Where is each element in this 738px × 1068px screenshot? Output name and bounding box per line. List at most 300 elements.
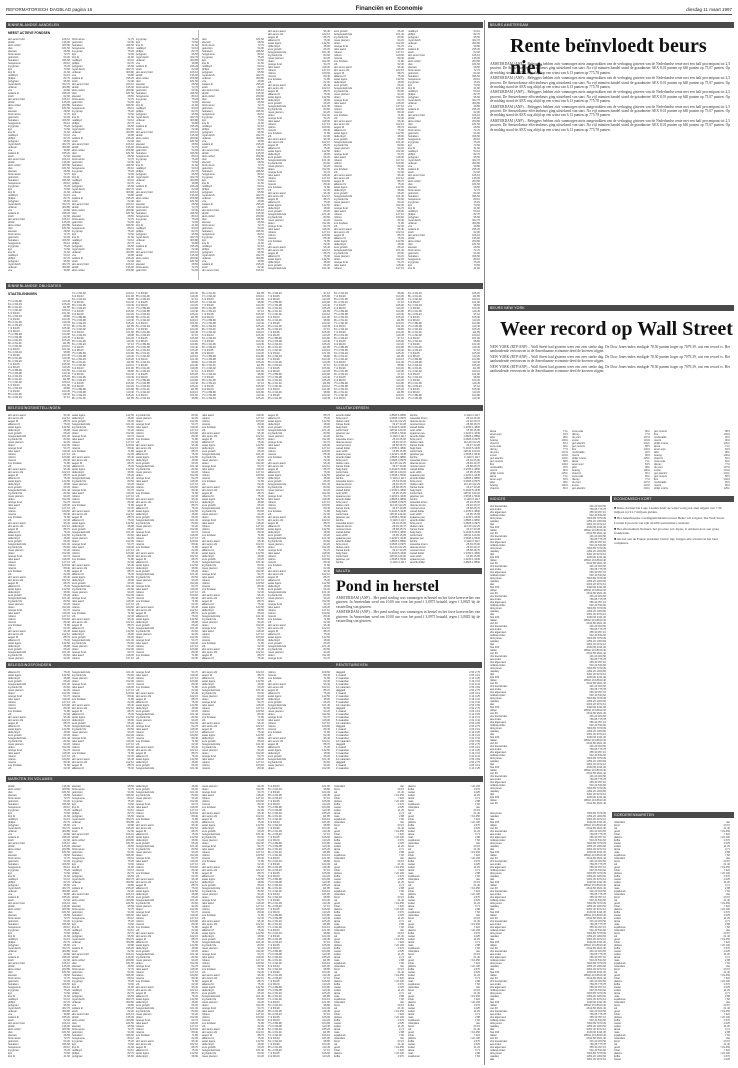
quote-row: asian tigers 142,50 [202, 1040, 264, 1043]
quote-row: rabo aand 118,30 [268, 444, 330, 447]
quote-row: goud f 19.450 [408, 1031, 480, 1034]
quote-row: ing bank fds 83,60 [334, 36, 404, 39]
quote-row: 6¼ nl 93-23 97,10 [268, 833, 330, 836]
quote-row: hoogrentefonds 101,40 [8, 651, 70, 654]
quote-row: cac 40 2612,80 2621,40 [490, 652, 606, 655]
quote-row: aegon fd 88,70 [136, 830, 198, 833]
valuta-headline: Pond in herstel [336, 578, 440, 595]
quote-row: rorento 89,40 [268, 615, 330, 618]
quote-row: japanse yen 1,5635 1,5640 [336, 516, 406, 519]
quote-row: rabo aand 118,30 [268, 174, 330, 177]
beleggingsfondsen-table-1 [8, 671, 70, 771]
quote-row: 6¼ nl 93-23 97,10 [136, 298, 198, 301]
quote-row: heineken 346,50 [8, 179, 70, 182]
quote-row: ahold 135,00 [408, 117, 480, 120]
quote-row: abn amro hold 106,10 [72, 263, 134, 266]
quote-row: vnu 39,80 [72, 74, 134, 77]
quote-row: 6 nl 93-03 101,90 [268, 785, 330, 788]
quote-row: robeco 127,10 [136, 731, 198, 734]
quote-row: sns fondsen 71,80 [334, 60, 404, 63]
quote-row: nedlloyd 53,10 [8, 938, 70, 941]
quote-row: mees pierson 94,20 [72, 677, 134, 680]
quote-row: unilever 360,80 [202, 257, 264, 260]
quote-row: hoogovens 89,10 [408, 138, 480, 141]
quote-row: polygram 95,50 [72, 65, 134, 68]
quote-row: tarwe 3,71 [334, 956, 404, 959]
quote-row: delta lloyd 48,90 [8, 483, 70, 486]
quote-row: 8¼ nl 91-01 111,85 [136, 388, 198, 391]
quote-row: belg frank 5,4440 5,4445 [336, 552, 406, 555]
quote-row: vnu 39,80 [8, 953, 70, 956]
valutakoersen-table-2 [410, 414, 480, 564]
quote-row: mees pierson 94,20 [202, 947, 264, 950]
quote-row: mais 2,88 [334, 959, 404, 962]
quote-row: rolinco 109,60 [8, 758, 70, 761]
quote-row: platina f 22.100 [614, 908, 730, 911]
quote-row: alliance fd 75,30 [72, 519, 134, 522]
quote-row: aex-index 769,65 775,78 [490, 508, 606, 511]
quote-row: koffie 1.570 [614, 983, 730, 986]
quote-row: 6¾ nl 94-04 105,20 [72, 322, 134, 325]
quote-row: getronics 54,00 [8, 56, 70, 59]
quote-row: aegon fd 88,70 [268, 576, 330, 579]
quote-row: alliance fd 75,30 [202, 549, 264, 552]
quote-row: delta lloyd 48,90 [334, 135, 404, 138]
quote-row: abn amro obl 102,10 [268, 519, 330, 522]
quote-row: 6¼ nl 93-23 97,10 [268, 905, 330, 908]
quote-row: hoogrentefonds 101,40 [268, 591, 330, 594]
quote-row: rolinco 109,60 [202, 1016, 264, 1019]
quote-row: rabo aand 118,30 [72, 492, 134, 495]
quote-row: obam 312,00 [136, 722, 198, 725]
quote-row: stork 62,00 [8, 1019, 70, 1022]
quote-row: hoogrentefonds 101,40 [136, 713, 198, 716]
quote-row: rabo aand 118,30 [8, 558, 70, 561]
quote-row: hoogovens 89,10 [8, 806, 70, 809]
quote-row: fortis amev 72,70 [202, 104, 264, 107]
quote-row: cac 40 2612,80 2621,40 [490, 742, 606, 745]
quote-row: delta lloyd 48,90 [268, 752, 330, 755]
quote-row: rorento 89,40 [136, 977, 198, 980]
quote-row: exxon 101⅜ [572, 439, 650, 442]
quote-row: fortis amev 72,70 [72, 788, 134, 791]
quote-row: akzo nobel 260,80 [8, 1028, 70, 1031]
quote-row: fortis amev 72,70 [72, 968, 134, 971]
quote-row: delta lloyd 48,90 [268, 423, 330, 426]
quote-row: rabo aand 118,30 [136, 588, 198, 591]
quote-row: abn amro aand 96,40 [268, 30, 330, 33]
quote-row: philips 82,70 [202, 68, 264, 71]
quote-row: ahold 135,00 [72, 206, 134, 209]
quote-row: euro growth 66,20 [8, 486, 70, 489]
quote-row: 6¼ nl 93-23 97,10 [268, 869, 330, 872]
quote-row: alliance fd 75,30 [136, 755, 198, 758]
quote-row: fortis amev 72,70 [72, 908, 134, 911]
quote-row: rolinco 109,60 [136, 648, 198, 651]
quote-row: rotterdam olie [408, 806, 480, 809]
quote-row: rabo aand 118,30 [202, 576, 264, 579]
quote-row: 8½ nl 91-06 119,45 [268, 830, 330, 833]
quote-row: 9 nl 90-00 113,20 [202, 352, 264, 355]
quote-row: abn amro aand 96,40 [136, 444, 198, 447]
quote-row: dow jones 7000,89 7079,39 [490, 1022, 606, 1025]
beleggings-table-4 [202, 414, 264, 660]
quote-row: 7½ nl 89-99 104,80 [268, 806, 330, 809]
quote-row: euro growth 66,20 [334, 30, 404, 33]
quote-row: 3 maanden 3,19 3,31 [336, 716, 480, 719]
quote-row: rorento 89,40 [72, 609, 134, 612]
quote-row: amerik dollar 1,8825 1,8860 [410, 435, 480, 438]
header-valutakoersen: VALUTAKOERSEN [334, 405, 482, 411]
quote-row: vib 62,30 [136, 549, 198, 552]
quote-row: sojabonen 7,82 [408, 1055, 480, 1058]
quote-row: abn amro obl 102,10 [72, 621, 134, 624]
quote-row: ftse 100 4340,60 4311,30 [490, 766, 606, 769]
quote-row: obam 312,00 [334, 150, 404, 153]
quote-row: 7 nl 93-99 104,30 [136, 328, 198, 331]
quote-row: robeco 127,10 [202, 707, 264, 710]
quote-row: getronics 54,00 [408, 252, 480, 255]
quote-row: rotterdam olie [334, 1037, 404, 1040]
quote-row: franse frank 33,27 33,28 [336, 507, 406, 510]
quote-row: deense kroon 29,46 29,47 [336, 441, 406, 444]
quote-row: ing groep 75,20 [136, 158, 198, 161]
quote-row: dsm 181,50 [8, 851, 70, 854]
quote-row: 7 nl 94-05 105,90 [268, 800, 330, 803]
quote-row: obam 312,00 [268, 600, 330, 603]
quote-row: 5¾ nl 94-04 98,80 [72, 370, 134, 373]
quote-row: 8½ nl 91-06 119,45 [72, 304, 134, 307]
quote-row: 7 nl 94-05 105,90 [8, 327, 70, 330]
quote-row: cbs algemeen 355,30 357,10 [490, 956, 606, 959]
quote-row: abn amro obl 102,10 [8, 633, 70, 636]
quote-row: polygram 95,50 [8, 260, 70, 263]
quote-row: royal dutch 322,70 [8, 203, 70, 206]
quote-row: 6¼ nl 93-23 97,10 [268, 941, 330, 944]
quote-row: vnu 39,80 [408, 165, 480, 168]
quote-row: robeco 127,10 [136, 863, 198, 866]
quote-row: abn amro aand 96,40 [72, 618, 134, 621]
quote-row: mais 2,88 [614, 1031, 730, 1034]
quote-row: oost schill 15,95 15,95 [410, 555, 480, 558]
meest-actieve-table [8, 38, 70, 272]
quote-row: 8¼ nl 91-01 111,85 [202, 292, 264, 295]
quote-row: 8¼ nl 91-01 111,85 [202, 364, 264, 367]
goederen-table [614, 821, 730, 1061]
quote-row: asian tigers 142,50 [202, 734, 264, 737]
quote-row: 2 maanden 3,12 3,25 [336, 695, 480, 698]
quote-row: brent 20,15 [334, 1004, 404, 1007]
quote-row: delta lloyd 48,90 [136, 459, 198, 462]
quote-row: rorento 89,40 [72, 447, 134, 450]
quote-row: rolinco 109,60 [72, 498, 134, 501]
quote-row: du pont 107⅛ [490, 451, 568, 454]
quote-row: vib 62,30 [72, 507, 134, 510]
quote-row: philips 82,70 [8, 821, 70, 824]
quote-row: 8½ nl 91-06 119,45 [334, 298, 404, 301]
quote-row: 8½ nl 91-06 119,45 [268, 974, 330, 977]
quote-row: midkap-index 532,40 534,60 [490, 724, 606, 727]
quote-row: obam 312,00 [72, 594, 134, 597]
quote-row: robeco 127,10 [268, 123, 330, 126]
quote-row: asian tigers 142,50 [72, 630, 134, 633]
quote-row: brent 20,15 [408, 989, 480, 992]
quote-row: philips 82,70 [8, 137, 70, 140]
quote-row: tarwe 3,71 [614, 992, 730, 995]
quote-row: rorento 89,40 [136, 651, 198, 654]
quote-row: 1 maand 3,06 3,19 [336, 746, 480, 749]
markten-text-7 [408, 785, 480, 1060]
quote-row: obam 312,00 [72, 540, 134, 543]
quote-row: koffie 1.570 [614, 875, 730, 878]
quote-row: mais 2,88 [334, 1031, 404, 1034]
aandelen-table-4 [202, 38, 264, 272]
header-valuta: VALUTA [334, 568, 482, 574]
quote-row: dax 3361,30 3372,10 [490, 938, 606, 941]
quote-row: 7 nl 93-99 104,30 [8, 318, 70, 321]
quote-row: alliance fd 75,30 [8, 671, 70, 674]
quote-row: cbs algemeen 355,30 357,10 [490, 986, 606, 989]
quote-row: mees pierson 94,20 [202, 513, 264, 516]
quote-row: heineken 346,50 [408, 255, 480, 258]
quote-row: orange fund 54,70 [202, 953, 264, 956]
quote-row: polygram 95,50 [408, 156, 480, 159]
quote-row: 8½ nl 91-06 119,45 [202, 379, 264, 382]
quote-row: cbs algemeen 355,30 357,10 [490, 836, 606, 839]
quote-row: 9 nl 90-00 113,20 [334, 307, 404, 310]
quote-row: 8¼ nl 91-01 111,85 [8, 378, 70, 381]
quote-row: euro growth 66,20 [268, 480, 330, 483]
quote-row: rabo aand 118,30 [136, 1022, 198, 1025]
quote-row: asian tigers 142,50 [136, 890, 198, 893]
quote-row: 6¼ nl 93-23 97,10 [334, 337, 404, 340]
quote-row: rabo aand 118,30 [268, 66, 330, 69]
quote-row: asian tigers 142,50 [72, 716, 134, 719]
quote-row: abn amro hold 106,10 [8, 98, 70, 101]
quote-row: abn amro hold 106,10 [72, 83, 134, 86]
quote-row: delta lloyd 48,90 [334, 81, 404, 84]
quote-row: suiker 11,20 [614, 917, 730, 920]
quote-row: stork 62,00 [136, 68, 198, 71]
quote-row: euro growth 66,20 [8, 432, 70, 435]
quote-row: 6 nl 93-03 101,90 [268, 965, 330, 968]
quote-row: rabo aand 118,30 [72, 654, 134, 657]
quote-row: knp bt 41,60 [8, 131, 70, 134]
quote-row: obam 312,00 [202, 896, 264, 899]
quote-row: elsevier 28,50 [408, 246, 480, 249]
quote-row: cacao 1.025 [408, 971, 480, 974]
quote-row: mees pierson 94,20 [8, 495, 70, 498]
quote-row: suiker 11,20 [614, 845, 730, 848]
quote-row: 7½ nl 89-99 104,80 [268, 842, 330, 845]
quote-row: robeco 127,10 [268, 177, 330, 180]
quote-row: abn amro aand 96,40 [268, 84, 330, 87]
quote-row: aex-index 769,65 775,78 [490, 1013, 606, 1016]
quote-row: 1 maand 3,06 3,19 [336, 710, 480, 713]
quote-row: cac 40 2612,80 2621,40 [490, 592, 606, 595]
quote-row: obam 312,00 [202, 462, 264, 465]
quote-row: wti 21,40 [334, 791, 404, 794]
quote-row: cbs koersindex 401,20 403,50 [490, 920, 606, 923]
quote-row: royal dutch 322,70 [136, 236, 198, 239]
quote-row: 6 nl 93-03 101,90 [334, 325, 404, 328]
quote-row: robeco 127,10 [334, 105, 404, 108]
quote-row: 5¾ nl 94-04 98,80 [268, 788, 330, 791]
quote-row: ahold 135,00 [72, 896, 134, 899]
quote-row: polygram 95,50 [408, 36, 480, 39]
quote-row: rolinco 109,60 [136, 594, 198, 597]
quote-row: robeco 127,10 [268, 501, 330, 504]
quote-row: hoogrentefonds 101,40 [202, 561, 264, 564]
quote-row: platina f 22.100 [614, 872, 730, 875]
quote-row: euro growth 66,20 [334, 246, 404, 249]
quote-row: mees pierson 94,20 [202, 749, 264, 752]
quote-row: aegon fd 88,70 [72, 516, 134, 519]
quote-row: hoogovens 89,10 [72, 857, 134, 860]
quote-row: abn amro hold 106,10 [72, 1013, 134, 1016]
quote-row: franse frank 33,27 33,28 [336, 465, 406, 468]
quote-row: noorse kroon 28,68 28,70 [410, 549, 480, 552]
quote-row: vib 62,30 [136, 495, 198, 498]
quote-row: euro growth 66,20 [72, 722, 134, 725]
quote-row: dsm 181,50 [72, 152, 134, 155]
quote-row: 7¾ nl 92-02 109,10 [136, 391, 198, 394]
quote-row: koffie 1.570 [408, 896, 480, 899]
quote-row: 7½ nl 89-99 104,80 [202, 319, 264, 322]
quote-row: stork 62,00 [8, 839, 70, 842]
quote-row: brent 20,15 [408, 953, 480, 956]
quote-row: euro growth 66,20 [202, 740, 264, 743]
quote-row: goud f 19.450 [334, 830, 404, 833]
quote-row: wolters kl 235,20 [408, 228, 480, 231]
quote-row: kpn 73,60 [8, 812, 70, 815]
quote-row: orange fund 54,70 [72, 543, 134, 546]
quote-row: fortis amev 72,70 [72, 98, 134, 101]
quote-row: obam 312,00 [136, 474, 198, 477]
quote-row: vib 62,30 [136, 821, 198, 824]
quote-row: 5¾ nl 94-04 98,80 [268, 1040, 330, 1043]
quote-row: fortis amev 72,70 [408, 129, 480, 132]
quote-row: philips 82,70 [8, 941, 70, 944]
quote-row: aegon fd 88,70 [334, 234, 404, 237]
quote-row: 7½ nl 89-99 104,80 [268, 914, 330, 917]
quote-row: unilever 360,80 [8, 86, 70, 89]
quote-row: hoogovens 89,10 [72, 167, 134, 170]
quote-row: ing bank fds 83,60 [136, 848, 198, 851]
quote-row: 7½ nl 93-08 110,40 [136, 310, 198, 313]
quote-row: franse frank 33,27 33,28 [410, 528, 480, 531]
quote-row: suiker 11,20 [408, 974, 480, 977]
quote-row: abn amro obl 102,10 [8, 525, 70, 528]
quote-row: fortis amev 72,70 [8, 233, 70, 236]
quote-row: mees pierson 94,20 [72, 483, 134, 486]
quote-row: oost schill 15,95 15,95 [336, 534, 406, 537]
quote-row: nedlloyd 53,10 [8, 74, 70, 77]
quote-row: abn amro aand 96,40 [268, 516, 330, 519]
quote-row: spaanse pes 1,3240 1,3245 [336, 537, 406, 540]
quote-row: delta lloyd 48,90 [8, 429, 70, 432]
quote-row: ftse 100 4340,60 4311,30 [490, 941, 606, 944]
quote-row: 8¼ nl 91-01 111,85 [268, 346, 330, 349]
quote-row: sns fondsen 71,80 [136, 600, 198, 603]
quote-row: polygram 95,50 [72, 245, 134, 248]
quote-row: akzo nobel 260,80 [8, 164, 70, 167]
quote-row: chevron 66⅞ [490, 442, 568, 445]
quote-row: rorento 89,40 [8, 621, 70, 624]
quote-row: sns fondsen 71,80 [8, 710, 70, 713]
quote-row: akzo nobel 260,80 [72, 89, 134, 92]
quote-row: delta lloyd 48,90 [136, 1001, 198, 1004]
quote-row: euro growth 66,20 [72, 474, 134, 477]
quote-row: vib 62,30 [202, 1025, 264, 1028]
quote-row: cacao 1.025 [614, 878, 730, 881]
quote-row: 12 maanden 3,56 3,69 [336, 686, 480, 689]
quote-row: abn amro obl 102,10 [136, 695, 198, 698]
quote-row: 3 maanden 3,19 3,31 [336, 698, 480, 701]
quote-row: brent 20,15 [408, 881, 480, 884]
quote-row: oost schill 15,95 15,95 [410, 429, 480, 432]
quote-row: duitse mark 112,26 112,25 [336, 546, 406, 549]
quote-row: 7½ nl 89-99 104,80 [268, 986, 330, 989]
quote-row: vnu 39,80 [136, 182, 198, 185]
quote-row: duitse mark 112,26 112,25 [336, 504, 406, 507]
quote-row: orange fund 54,70 [136, 965, 198, 968]
quote-row: dow jones 7000,89 7079,39 [490, 932, 606, 935]
quote-row: royal dutch 322,70 [72, 878, 134, 881]
quote-row: nedlloyd 53,10 [8, 998, 70, 1001]
quote-row: 7½ nl 89-99 104,80 [136, 379, 198, 382]
quote-row: 7 nl 94-05 105,90 [268, 1052, 330, 1055]
quote-row: vib 62,30 [202, 537, 264, 540]
obligaties-table-7 [408, 292, 480, 400]
quote-row: obam 312,00 [136, 908, 198, 911]
quote-row: dow jones 7000,89 7079,39 [490, 667, 606, 670]
quote-row: orange fund 54,70 [8, 695, 70, 698]
quote-row: orange fund 54,70 [136, 477, 198, 480]
quote-row: rolinco 109,60 [268, 671, 330, 674]
quote-row: vnu 39,80 [72, 944, 134, 947]
quote-row: hoogrentefonds 101,40 [72, 585, 134, 588]
quote-row: brent 20,15 [334, 1040, 404, 1043]
quote-row: vib 62,30 [202, 971, 264, 974]
quote-row: 7½ nl 89-99 104,80 [136, 307, 198, 310]
quote-row: 6¼ nl 93-23 97,10 [8, 396, 70, 399]
quote-row: delta lloyd 48,90 [202, 881, 264, 884]
quote-row: knp bt 41,60 [202, 182, 264, 185]
quote-row: rabo aand 118,30 [136, 426, 198, 429]
quote-row: mcdonalds 46½ [490, 466, 568, 469]
quote-row: hoogrentefonds 101,40 [202, 887, 264, 890]
quote-row: mees pierson 94,20 [268, 111, 330, 114]
quote-row: royal dutch 322,70 [8, 83, 70, 86]
quote-row: rorento 89,40 [268, 237, 330, 240]
quote-row: franse frank 33,27 33,28 [336, 549, 406, 552]
quote-row: dow jones 7000,89 7079,39 [490, 547, 606, 550]
quote-row: delta lloyd 48,90 [268, 153, 330, 156]
quote-row: obam 312,00 [268, 168, 330, 171]
quote-row: heineken 346,50 [72, 104, 134, 107]
quote-row: cac 40 2612,80 2621,40 [490, 562, 606, 565]
quote-row: knp bt 41,60 [72, 236, 134, 239]
quote-row: cacao 1.025 [408, 899, 480, 902]
quote-row: abn amro aand 96,40 [202, 974, 264, 977]
quote-row: hoogrentefonds 101,40 [202, 995, 264, 998]
quote-row: robeco 127,10 [268, 447, 330, 450]
quote-row: 7¾ nl 92-02 109,10 [136, 355, 198, 358]
quote-row: obam 312,00 [8, 746, 70, 749]
quote-row: royal dutch 322,70 [8, 827, 70, 830]
quote-row: exxon 101⅜ [654, 469, 730, 472]
